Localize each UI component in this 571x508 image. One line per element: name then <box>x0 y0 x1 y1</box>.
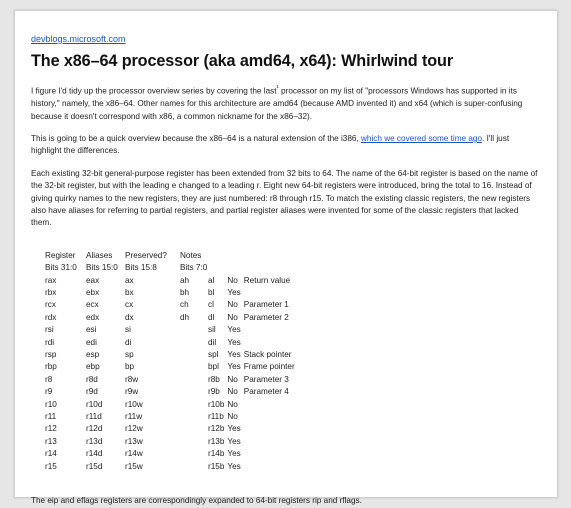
table-cell: Frame pointer <box>243 362 295 372</box>
table-cell: r9w <box>125 387 139 397</box>
table-cell <box>180 448 208 460</box>
table-cell: r12b <box>208 424 225 434</box>
table-cell: r15w <box>125 461 143 471</box>
table-cell: Parameter 4 <box>243 387 289 397</box>
table-cell: r12d <box>86 424 103 434</box>
table-cell: Yes <box>227 337 241 347</box>
table-row <box>45 312 298 324</box>
header-cell: Preserved? <box>125 250 167 260</box>
table-cell: r10w <box>125 399 143 409</box>
table-cell <box>180 374 208 386</box>
table-row <box>45 399 298 411</box>
table-cell: r14b <box>208 449 225 459</box>
header-cell <box>208 250 227 262</box>
table-cell: No <box>227 312 238 322</box>
table-cell: r10 <box>45 399 57 409</box>
table-cell: r8 <box>45 374 53 384</box>
table-cell: edi <box>86 337 97 347</box>
table-header-row-1 <box>45 250 298 262</box>
table-row <box>45 386 298 398</box>
table-cell: rbp <box>45 362 57 372</box>
table-row <box>45 287 298 299</box>
table-row <box>45 337 298 349</box>
table-cell: r15 <box>45 461 57 471</box>
table-cell: Yes <box>227 362 241 372</box>
table-cell: r12w <box>125 424 143 434</box>
i386-article-link[interactable]: which we covered some time ago <box>360 133 483 143</box>
table-cell: spl <box>208 350 219 360</box>
table-cell: r11 <box>45 412 57 422</box>
table-cell: eax <box>86 275 100 285</box>
table-cell: edx <box>86 312 100 322</box>
table-cell: esp <box>86 350 100 360</box>
table-cell: esi <box>86 325 97 335</box>
table-cell: dil <box>208 337 217 347</box>
table-cell: Parameter 1 <box>243 300 289 310</box>
header-cell <box>244 250 298 262</box>
overview-text-1: This is going to be a quick overview because the x86–64 is a natural extension of the i386, <box>31 133 361 143</box>
table-cell: r14d <box>86 449 103 459</box>
table-cell <box>180 361 208 373</box>
table-cell: r8d <box>86 374 98 384</box>
table-row <box>45 299 298 311</box>
table-cell: si <box>125 325 131 335</box>
table-row <box>45 324 298 336</box>
table-cell <box>244 436 298 448</box>
table-cell: No <box>227 387 238 397</box>
table-cell: dx <box>125 312 134 322</box>
table-cell: r13 <box>45 436 57 446</box>
table-cell: bp <box>125 362 135 372</box>
table-cell: ebx <box>86 288 100 298</box>
register-table-body <box>45 250 298 473</box>
footnote-marker[interactable]: ¹ <box>276 85 279 92</box>
table-row <box>45 436 298 448</box>
table-cell: r13b <box>208 436 225 446</box>
table-cell: Parameter 3 <box>243 374 289 384</box>
table-cell: rax <box>45 275 57 285</box>
table-cell <box>244 461 298 473</box>
table-cell: No <box>227 300 238 310</box>
table-cell: cl <box>208 300 214 310</box>
table-cell <box>244 448 298 460</box>
flags-paragraph: The eip and eflags registers are correspondingly expanded to 64-bit registers rip and rflags. <box>31 496 362 506</box>
header-cell: Bits 31:0 <box>45 263 77 273</box>
table-cell <box>244 399 298 411</box>
header-cell <box>244 262 298 274</box>
table-cell: r11w <box>125 412 143 422</box>
intro-text-2: processor on my list of "processors Windows has supported in its history," namely, the x86–64. Other names for this architecture are amd64 (because AMD invented it) and x64 (which is super-confusing because it doesn't correspond with x86, a common nickname for the x86–32). <box>31 86 523 121</box>
table-cell: r14w <box>125 449 143 459</box>
table-cell: r9b <box>208 387 220 397</box>
registers-paragraph: Each existing 32-bit general-purpose register has been extended from 32 bits to 64. The name of the 64-bit register is based on the name of the 32-bit register, but with the leading e changed to a leading r. Eight new 64-bit registers were introduced, bring the total to 16. Instead of giving quirky names to the new registers, they are just numbered: r8 through r15. To match the existing classic registers, the new registers also have aliases for referring to partial registers, and partial register aliases were invented for some of the classic registers that lacked them. <box>31 168 538 228</box>
table-cell: Stack pointer <box>243 350 292 360</box>
table-cell <box>180 349 208 361</box>
table-cell: r9d <box>86 387 98 397</box>
table-row <box>45 423 298 435</box>
table-cell: Yes <box>227 350 241 360</box>
overview-paragraph <box>31 133 541 158</box>
table-cell: No <box>227 399 238 409</box>
table-cell: No <box>227 275 238 285</box>
table-cell: cx <box>125 300 134 310</box>
table-cell <box>180 386 208 398</box>
table-cell: bpl <box>208 362 219 372</box>
article-title: The x86–64 processor (aka amd64, x64): Whirlwind tour <box>31 52 454 70</box>
table-cell <box>180 399 208 411</box>
header-cell <box>227 262 243 274</box>
header-cell: Bits 15:8 <box>125 263 157 273</box>
table-cell <box>180 461 208 473</box>
header-cell: Bits 15:0 <box>86 263 118 273</box>
table-cell: Yes <box>227 424 241 434</box>
table-cell <box>180 337 208 349</box>
table-cell <box>180 423 208 435</box>
table-cell: rcx <box>45 300 56 310</box>
table-cell <box>180 436 208 448</box>
table-cell <box>180 324 208 336</box>
header-cell: Aliases <box>86 250 113 260</box>
header-cell: Register <box>45 250 76 260</box>
table-cell: bl <box>208 288 215 298</box>
table-row <box>45 461 298 473</box>
intro-paragraph <box>31 83 541 123</box>
table-cell: r10b <box>208 399 225 409</box>
table-row <box>45 374 298 386</box>
table-cell <box>244 411 298 423</box>
table-cell: rsp <box>45 350 57 360</box>
table-cell: Yes <box>227 288 241 298</box>
table-row <box>45 349 298 361</box>
table-cell: r8b <box>208 374 220 384</box>
table-cell: r13d <box>86 436 103 446</box>
table-cell: r12 <box>45 424 57 434</box>
table-cell: di <box>125 337 132 347</box>
table-cell <box>244 423 298 435</box>
table-row <box>45 448 298 460</box>
table-cell: No <box>227 412 238 422</box>
article-body <box>15 11 557 508</box>
header-cell: Notes <box>180 250 202 260</box>
table-cell: sp <box>125 350 134 360</box>
source-link[interactable]: devblogs.microsoft.com <box>31 34 126 44</box>
header-cell: Bits 7:0 <box>180 263 208 273</box>
table-cell: bx <box>125 288 134 298</box>
table-cell: Yes <box>227 449 241 459</box>
header-cell <box>227 250 243 262</box>
table-cell: dh <box>180 312 190 322</box>
table-cell: ch <box>180 300 189 310</box>
table-cell: Yes <box>227 461 241 471</box>
table-cell: rsi <box>45 325 54 335</box>
table-header-row-2 <box>45 262 298 274</box>
table-cell: r13w <box>125 436 143 446</box>
table-cell: r10d <box>86 399 103 409</box>
table-cell: No <box>227 374 238 384</box>
table-cell: sil <box>208 325 216 335</box>
table-cell: Yes <box>227 436 241 446</box>
table-cell: r11d <box>86 412 102 422</box>
overview-text-2: . I'll just highlight the differences. <box>31 133 510 156</box>
table-cell: Parameter 2 <box>243 312 289 322</box>
table-cell: ecx <box>86 300 99 310</box>
table-cell: rbx <box>45 288 57 298</box>
table-cell: r14 <box>45 449 57 459</box>
article-page <box>14 10 558 506</box>
table-row <box>45 275 298 287</box>
table-cell: r8w <box>125 374 139 384</box>
table-cell: r9 <box>45 387 53 397</box>
table-cell: ax <box>125 275 134 285</box>
table-cell: Return value <box>243 275 291 285</box>
table-cell: bh <box>180 288 190 298</box>
table-cell <box>244 324 298 336</box>
intro-text-1: I figure I'd tidy up the processor overview series by covering the last <box>31 86 277 96</box>
table-cell: rdi <box>45 337 55 347</box>
table-cell: r11b <box>208 412 224 422</box>
table-cell: dl <box>208 312 215 322</box>
table-cell: r15b <box>208 461 225 471</box>
table-cell: ah <box>180 275 190 285</box>
table-row <box>45 361 298 373</box>
table-cell: al <box>208 275 215 285</box>
table-cell <box>244 287 298 299</box>
table-cell <box>180 411 208 423</box>
table-cell: r15d <box>86 461 103 471</box>
register-table <box>45 250 298 473</box>
table-cell: Yes <box>227 325 241 335</box>
table-row <box>45 411 298 423</box>
table-cell: rdx <box>45 312 57 322</box>
table-cell <box>244 337 298 349</box>
table-cell: ebp <box>86 362 100 372</box>
